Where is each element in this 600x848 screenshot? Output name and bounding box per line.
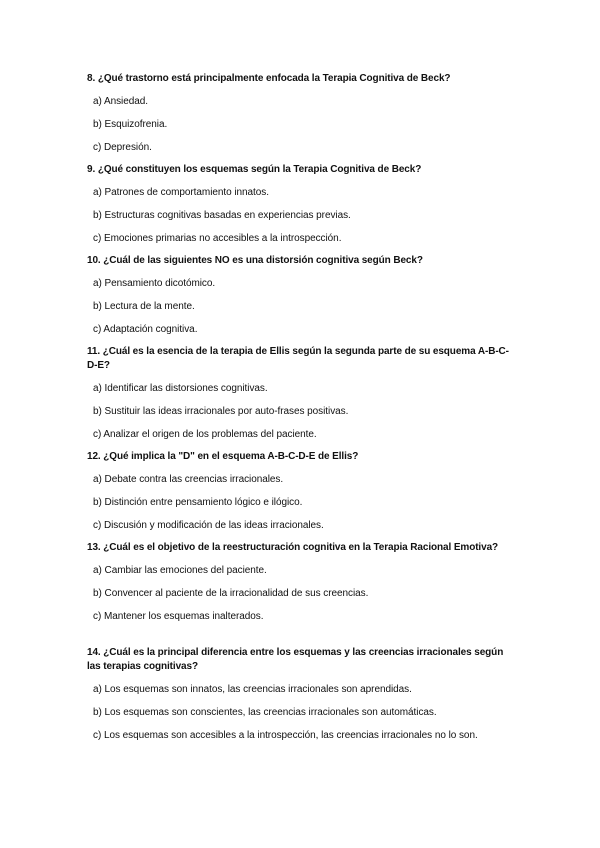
question-12 xyxy=(0,450,600,533)
answer-option: c) Mantener los esquemas inalterados. xyxy=(93,611,264,622)
question-title: 12. ¿Qué implica la "D" en el esquema A-B-C-D-E de Ellis? xyxy=(87,451,359,462)
question-14 xyxy=(0,646,600,743)
question-title: 14. ¿Cuál es la principal diferencia entre los esquemas y las creencias irracionales según las terapias cognitivas? xyxy=(87,647,504,672)
question-title: 11. ¿Cuál es la esencia de la terapia de Ellis según la segunda parte de su esquema A-B-C-D-E? xyxy=(87,346,509,371)
answer-option: a) Identificar las distorsiones cognitivas. xyxy=(93,383,268,394)
answer-option: b) Los esquemas son conscientes, las creencias irracionales son automáticas. xyxy=(93,707,437,718)
answer-option: c) Adaptación cognitiva. xyxy=(93,324,198,335)
answer-option: b) Esquizofrenia. xyxy=(93,119,168,130)
question-title: 13. ¿Cuál es el objetivo de la reestructuración cognitiva en la Terapia Racional Emotiva? xyxy=(87,542,499,553)
answer-option: a) Ansiedad. xyxy=(93,96,148,107)
answer-option: a) Debate contra las creencias irracionales. xyxy=(93,474,284,485)
answer-option: a) Pensamiento dicotómico. xyxy=(93,278,216,289)
answer-option: b) Estructuras cognitivas basadas en experiencias previas. xyxy=(93,210,351,221)
question-13 xyxy=(0,541,600,624)
question-10 xyxy=(0,254,600,337)
answer-option: c) Discusión y modificación de las ideas irracionales. xyxy=(93,520,324,531)
answer-option: a) Cambiar las emociones del paciente. xyxy=(93,565,267,576)
answer-option: b) Distinción entre pensamiento lógico e ilógico. xyxy=(93,497,303,508)
question-11 xyxy=(0,345,600,442)
question-title: 8. ¿Qué trastorno está principalmente enfocada la Terapia Cognitiva de Beck? xyxy=(87,73,451,84)
answer-option: c) Depresión. xyxy=(93,142,152,153)
answer-option: a) Los esquemas son innatos, las creencias irracionales son aprendidas. xyxy=(93,684,412,695)
answer-option: c) Analizar el origen de los problemas del paciente. xyxy=(93,429,317,440)
question-9 xyxy=(0,163,600,246)
question-title: 10. ¿Cuál de las siguientes NO es una distorsión cognitiva según Beck? xyxy=(87,255,423,266)
question-8 xyxy=(0,72,600,155)
answer-option: a) Patrones de comportamiento innatos. xyxy=(93,187,269,198)
answer-option: b) Sustituir las ideas irracionales por auto-frases positivas. xyxy=(93,406,349,417)
answer-option: b) Convencer al paciente de la irracionalidad de sus creencias. xyxy=(93,588,369,599)
question-title: 9. ¿Qué constituyen los esquemas según la Terapia Cognitiva de Beck? xyxy=(87,164,422,175)
answer-option: c) Emociones primarias no accesibles a la introspección. xyxy=(93,233,342,244)
answer-option: b) Lectura de la mente. xyxy=(93,301,195,312)
answer-option: c) Los esquemas son accesibles a la introspección, las creencias irracionales no lo son. xyxy=(93,730,478,741)
